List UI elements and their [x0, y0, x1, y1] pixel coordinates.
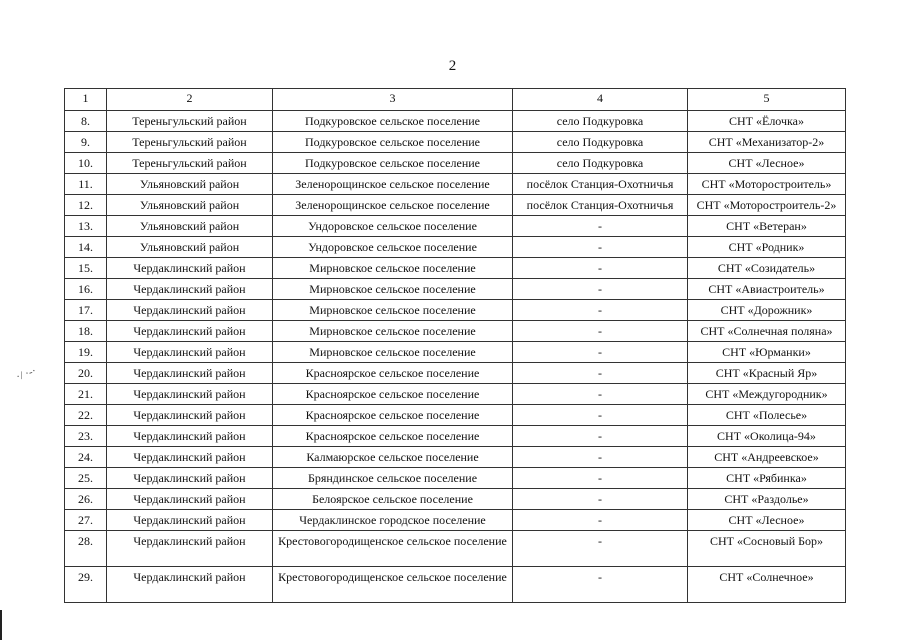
settlement-cell: Крестовогородищенское сельское поселение: [273, 531, 513, 567]
snt-name-cell: СНТ «Авиастроитель»: [688, 279, 846, 300]
locality-cell: -: [513, 321, 688, 342]
settlement-cell: Ундоровское сельское поселение: [273, 237, 513, 258]
settlement-cell: Красноярское сельское поселение: [273, 384, 513, 405]
row-number-cell: 28.: [65, 531, 107, 567]
row-number-cell: 12.: [65, 195, 107, 216]
table-row: [65, 447, 846, 468]
locality-cell: -: [513, 216, 688, 237]
settlement-cell: Калмаюрское сельское поселение: [273, 447, 513, 468]
settlement-cell: Мирновское сельское поселение: [273, 279, 513, 300]
settlement-cell: Мирновское сельское поселение: [273, 342, 513, 363]
district-cell: Чердаклинский район: [107, 489, 273, 510]
district-cell: Чердаклинский район: [107, 468, 273, 489]
scan-edge-mark: [0, 610, 2, 640]
snt-name-cell: СНТ «Сосновый Бор»: [688, 531, 846, 567]
table-row: [65, 195, 846, 216]
district-cell: Чердаклинский район: [107, 426, 273, 447]
settlement-cell: Белоярское сельское поселение: [273, 489, 513, 510]
row-number-cell: 16.: [65, 279, 107, 300]
district-cell: Чердаклинский район: [107, 447, 273, 468]
row-number-cell: 22.: [65, 405, 107, 426]
snt-name-cell: СНТ «Красный Яр»: [688, 363, 846, 384]
settlement-cell: Красноярское сельское поселение: [273, 405, 513, 426]
snt-name-cell: СНТ «Механизатор-2»: [688, 132, 846, 153]
row-number-cell: 27.: [65, 510, 107, 531]
settlement-cell: Чердаклинское городское поселение: [273, 510, 513, 531]
locality-cell: посёлок Станция-Охотничья: [513, 174, 688, 195]
district-cell: Тереньгульский район: [107, 111, 273, 132]
district-cell: Чердаклинский район: [107, 300, 273, 321]
settlement-cell: Подкуровское сельское поселение: [273, 111, 513, 132]
district-cell: Ульяновский район: [107, 237, 273, 258]
table-row: [65, 468, 846, 489]
row-number-cell: 17.: [65, 300, 107, 321]
locality-cell: -: [513, 468, 688, 489]
row-number-cell: 18.: [65, 321, 107, 342]
table-row: [65, 531, 846, 567]
snt-name-cell: СНТ «Лесное»: [688, 510, 846, 531]
locality-cell: -: [513, 405, 688, 426]
settlement-cell: Бряндинское сельское поселение: [273, 468, 513, 489]
column-header-2: 2: [107, 89, 273, 111]
district-cell: Тереньгульский район: [107, 132, 273, 153]
snt-name-cell: СНТ «Андреевское»: [688, 447, 846, 468]
settlement-cell: Крестовогородищенское сельское поселение: [273, 567, 513, 603]
locality-cell: -: [513, 531, 688, 567]
snt-name-cell: СНТ «Ветеран»: [688, 216, 846, 237]
column-header-1: 1: [65, 89, 107, 111]
row-number-cell: 25.: [65, 468, 107, 489]
table-row: [65, 111, 846, 132]
snt-name-cell: СНТ «Родник»: [688, 237, 846, 258]
locality-cell: -: [513, 279, 688, 300]
district-cell: Чердаклинский район: [107, 510, 273, 531]
locality-cell: -: [513, 447, 688, 468]
table-row: [65, 342, 846, 363]
table-row: [65, 153, 846, 174]
settlements-table: [64, 88, 846, 603]
table-row: [65, 174, 846, 195]
table-row: [65, 279, 846, 300]
row-number-cell: 23.: [65, 426, 107, 447]
district-cell: Чердаклинский район: [107, 531, 273, 567]
table-header-row: [65, 89, 846, 111]
table-row: [65, 321, 846, 342]
district-cell: Тереньгульский район: [107, 153, 273, 174]
snt-name-cell: СНТ «Ёлочка»: [688, 111, 846, 132]
row-number-cell: 15.: [65, 258, 107, 279]
district-cell: Ульяновский район: [107, 195, 273, 216]
snt-name-cell: СНТ «Полесье»: [688, 405, 846, 426]
settlement-cell: Подкуровское сельское поселение: [273, 132, 513, 153]
snt-name-cell: СНТ «Раздолье»: [688, 489, 846, 510]
district-cell: Чердаклинский район: [107, 279, 273, 300]
locality-cell: -: [513, 237, 688, 258]
district-cell: Чердаклинский район: [107, 363, 273, 384]
snt-name-cell: СНТ «Солнечная поляна»: [688, 321, 846, 342]
settlement-cell: Зеленорощинское сельское поселение: [273, 174, 513, 195]
locality-cell: -: [513, 426, 688, 447]
snt-name-cell: СНТ «Созидатель»: [688, 258, 846, 279]
table-row: [65, 384, 846, 405]
row-number-cell: 8.: [65, 111, 107, 132]
table-row: [65, 363, 846, 384]
district-cell: Ульяновский район: [107, 216, 273, 237]
column-header-3: 3: [273, 89, 513, 111]
district-cell: Чердаклинский район: [107, 258, 273, 279]
snt-name-cell: СНТ «Околица-94»: [688, 426, 846, 447]
table-row: [65, 510, 846, 531]
locality-cell: посёлок Станция-Охотничья: [513, 195, 688, 216]
column-header-5: 5: [688, 89, 846, 111]
locality-cell: -: [513, 384, 688, 405]
row-number-cell: 29.: [65, 567, 107, 603]
row-number-cell: 14.: [65, 237, 107, 258]
table-row: [65, 237, 846, 258]
snt-name-cell: СНТ «Дорожник»: [688, 300, 846, 321]
row-number-cell: 9.: [65, 132, 107, 153]
settlement-cell: Мирновское сельское поселение: [273, 300, 513, 321]
table-row: [65, 300, 846, 321]
locality-cell: -: [513, 363, 688, 384]
snt-name-cell: СНТ «Рябинка»: [688, 468, 846, 489]
row-number-cell: 11.: [65, 174, 107, 195]
locality-cell: село Подкуровка: [513, 153, 688, 174]
settlement-cell: Красноярское сельское поселение: [273, 426, 513, 447]
district-cell: Чердаклинский район: [107, 384, 273, 405]
locality-cell: -: [513, 567, 688, 603]
margin-scribble: ·/ ·-·: [14, 364, 38, 384]
settlement-cell: Мирновское сельское поселение: [273, 258, 513, 279]
row-number-cell: 21.: [65, 384, 107, 405]
snt-name-cell: СНТ «Солнечное»: [688, 567, 846, 603]
settlement-cell: Ундоровское сельское поселение: [273, 216, 513, 237]
row-number-cell: 10.: [65, 153, 107, 174]
locality-cell: -: [513, 342, 688, 363]
locality-cell: -: [513, 300, 688, 321]
snt-name-cell: СНТ «Моторостроитель-2»: [688, 195, 846, 216]
snt-name-cell: СНТ «Лесное»: [688, 153, 846, 174]
table-row: [65, 567, 846, 603]
district-cell: Чердаклинский район: [107, 405, 273, 426]
snt-name-cell: СНТ «Междугородник»: [688, 384, 846, 405]
row-number-cell: 13.: [65, 216, 107, 237]
row-number-cell: 19.: [65, 342, 107, 363]
snt-name-cell: СНТ «Моторостроитель»: [688, 174, 846, 195]
settlement-cell: Зеленорощинское сельское поселение: [273, 195, 513, 216]
locality-cell: -: [513, 510, 688, 531]
locality-cell: -: [513, 258, 688, 279]
table-row: [65, 258, 846, 279]
table-row: [65, 216, 846, 237]
table-row: [65, 489, 846, 510]
district-cell: Чердаклинский район: [107, 342, 273, 363]
snt-name-cell: СНТ «Юрманки»: [688, 342, 846, 363]
table-row: [65, 132, 846, 153]
locality-cell: село Подкуровка: [513, 111, 688, 132]
column-header-4: 4: [513, 89, 688, 111]
settlement-cell: Подкуровское сельское поселение: [273, 153, 513, 174]
settlement-cell: Мирновское сельское поселение: [273, 321, 513, 342]
row-number-cell: 26.: [65, 489, 107, 510]
locality-cell: село Подкуровка: [513, 132, 688, 153]
settlement-cell: Красноярское сельское поселение: [273, 363, 513, 384]
table-row: [65, 405, 846, 426]
district-cell: Чердаклинский район: [107, 567, 273, 603]
table-row: [65, 426, 846, 447]
table-body: [65, 111, 846, 603]
locality-cell: -: [513, 489, 688, 510]
row-number-cell: 20.: [65, 363, 107, 384]
row-number-cell: 24.: [65, 447, 107, 468]
page-number: 2: [448, 58, 457, 74]
district-cell: Чердаклинский район: [107, 321, 273, 342]
district-cell: Ульяновский район: [107, 174, 273, 195]
